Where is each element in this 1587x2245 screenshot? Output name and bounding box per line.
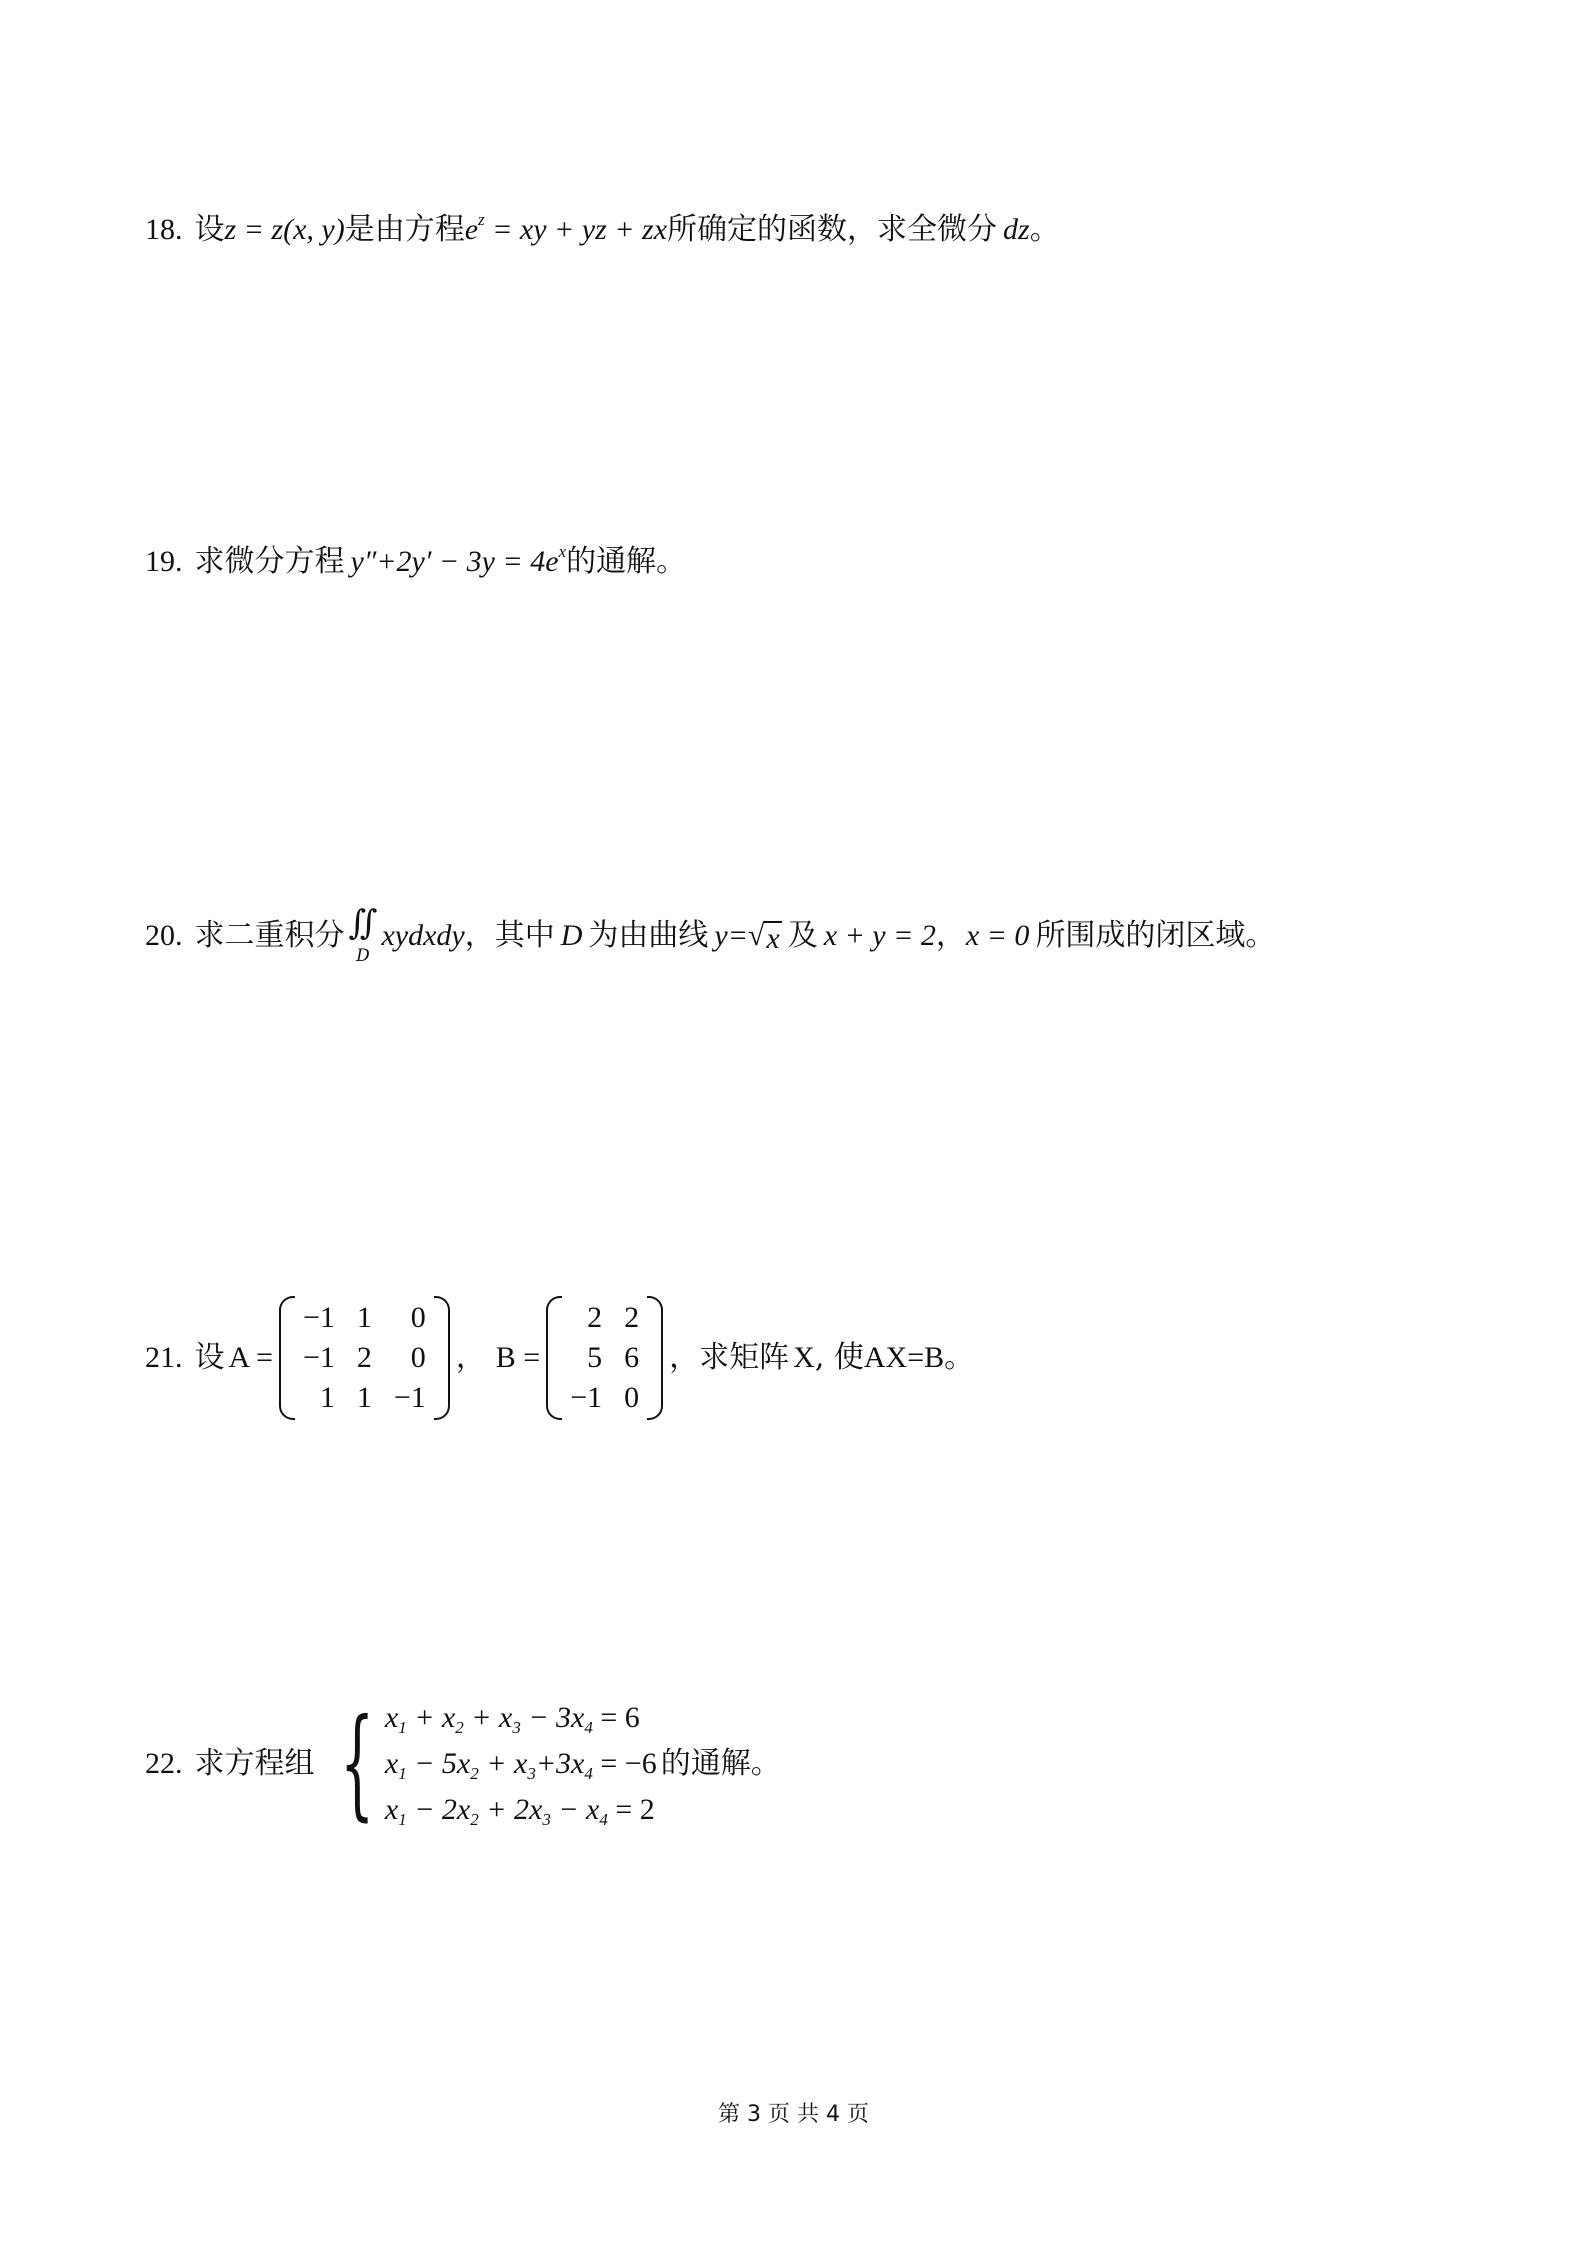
matrix-b-label: B = [495,1341,541,1374]
question-text: 是由方程 [344,212,465,247]
question-text: 设 [194,212,225,247]
matrix-equation: AX=B [863,1341,945,1374]
question-number: 19. [145,545,183,578]
question-text: 设 [194,1340,225,1375]
question-text: ， [935,918,966,954]
matrix-cell: −1 [570,1381,603,1414]
question-text: 求微分方程 [194,544,345,579]
curve-equation: y= √ x [714,919,780,955]
matrix-cell: 1 [319,1381,335,1414]
question-text: ， [455,1340,486,1375]
question-text: 。 [944,1340,975,1375]
question-20 [145,903,1276,966]
function-definition: z = z(x, y) [224,213,345,246]
differential-equation: $y''+2y' - 3y = 4e^x$ [350,542,567,578]
question-number: 18. [145,213,183,246]
equation-row: $x_1 - 2x_2 + 2x_3 - x_4 = 2$ [384,1793,655,1829]
question-19 [145,544,686,580]
matrix-cell: 5 [587,1341,603,1374]
boundary-line: x + y = 2 [823,919,936,953]
question-number: 21. [145,1341,183,1374]
integral-domain: D [356,946,370,966]
question-text: 及 [787,918,818,954]
equation-row: $x_1 - 5x_2 + x_3+3x_4 = -6$ [384,1747,657,1783]
integrand: xydxdy [381,919,465,953]
matrix-a-label: A = [228,1341,273,1374]
matrix-cell: 2 [356,1341,372,1374]
question-text: 所确定的函数，求全微分 [667,212,998,247]
matrix-a [279,1296,450,1420]
matrix-b [546,1296,663,1420]
question-number: 20. [145,919,183,953]
matrix-cell: 1 [356,1381,372,1414]
double-integral [348,903,378,966]
matrix-cell: 0 [624,1381,640,1414]
matrix-cell: 2 [624,1301,640,1334]
boundary-line: x = 0 [965,919,1030,953]
total-differential: dz [1003,213,1030,246]
question-18 [145,212,1060,248]
matrix-cell: 2 [587,1301,603,1334]
matrix-cell: −1 [302,1301,335,1334]
question-22 [145,1694,781,1833]
question-text: 为由曲线 [588,918,709,954]
matrix-cell: −1 [393,1381,426,1414]
matrix-cell: 0 [410,1301,426,1334]
matrix-x: X [793,1341,815,1374]
left-brace: { [339,1694,374,1833]
integral-sign: ∬ [348,903,378,943]
question-text: ，其中 [464,918,555,954]
equation-row: $x_1 + x_2 + x_3 - 3x_4 = 6$ [384,1701,640,1737]
question-text: 的通解。 [566,544,687,579]
question-number: 22. [145,1747,183,1780]
matrix-cell: 0 [410,1341,426,1374]
question-text: 求二重积分 [194,918,345,954]
matrix-cell: 1 [356,1301,372,1334]
question-text: 。 [1029,212,1060,247]
matrix-cell: 6 [624,1341,640,1374]
equation-system [319,1694,657,1833]
question-text: , 使 [814,1340,864,1375]
question-text: ，求矩阵 [669,1340,790,1375]
region-symbol: D [560,919,583,953]
page-footer: 第 3 页 共 4 页 [718,2102,869,2127]
implicit-equation: $e^z$ = xy + yz + zx [464,210,668,246]
question-21 [145,1296,974,1420]
matrix-cell: −1 [302,1341,335,1374]
question-text: 所围成的闭区域。 [1035,918,1276,954]
question-text: 求方程组 [194,1746,315,1781]
question-text: 的通解。 [660,1746,781,1781]
